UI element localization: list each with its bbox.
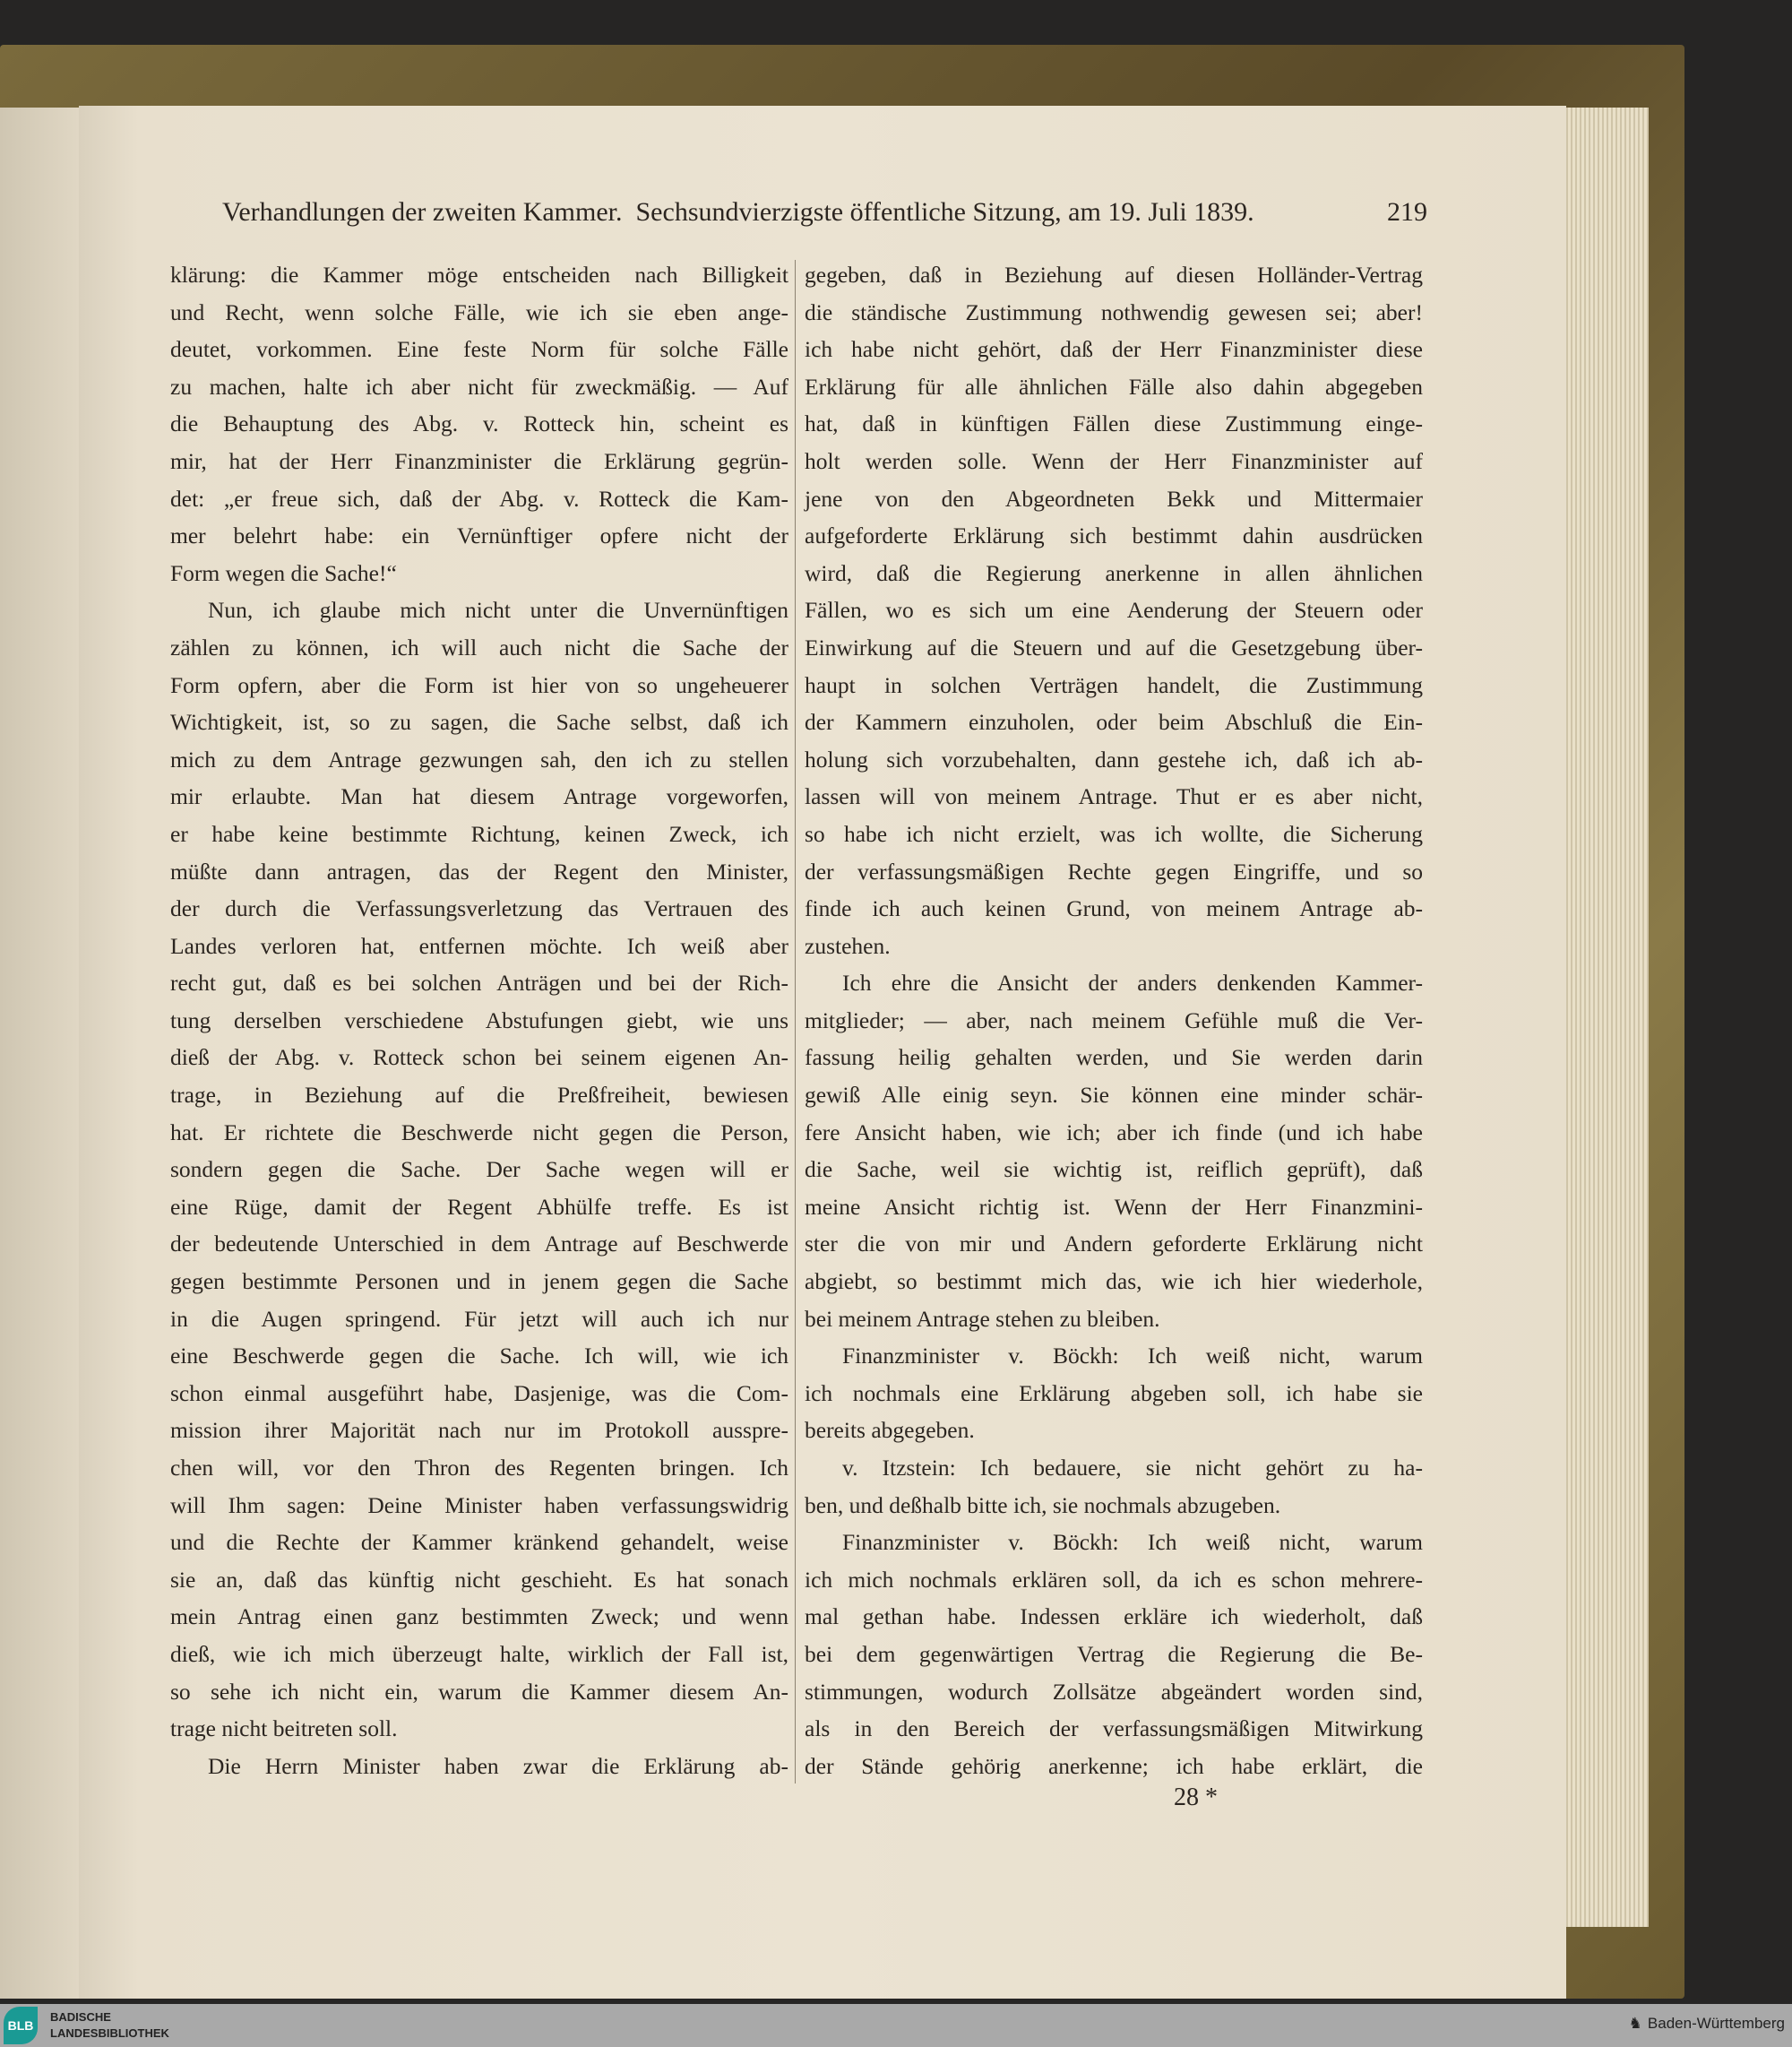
text-line: Die Herrn Minister haben zwar die Erklärung ab- (208, 1752, 788, 1779)
text-line: fassung heilig gehalten werden, und Sie werden darin (805, 1044, 1423, 1071)
text-line: stimmungen, wodurch Zollsätze abgeändert worden sind, (805, 1678, 1423, 1705)
text-line: dieß der Abg. v. Rotteck schon bei seinem eigenen An- (170, 1044, 788, 1071)
text-line: er habe keine bestimmte Richtung, keinen Zweck, ich (170, 820, 788, 847)
text-line: det: „er freue sich, daß der Abg. v. Rotteck die Kam- (170, 485, 788, 512)
text-line: Nun, ich glaube mich nicht unter die Unvernünftigen (208, 597, 788, 624)
text-line: die ständische Zustimmung nothwendig gewesen sei; aber! (805, 298, 1423, 325)
text-line: klärung: die Kammer möge entscheiden nach Billigkeit (170, 262, 788, 288)
text-line: Form wegen die Sache!“ (170, 559, 397, 586)
text-line: eine Rüge, damit der Regent Abhülfe treffe. Es ist (170, 1193, 788, 1220)
text-line: ich nochmals eine Erklärung abgeben soll, ich habe sie (805, 1379, 1423, 1406)
text-line: holung sich vorzubehalten, dann gestehe ich, daß ich ab- (805, 746, 1423, 773)
left-text-column (170, 256, 788, 1784)
text-line: Wichtigkeit, ist, so zu sagen, die Sache selbst, daß ich (170, 709, 788, 736)
text-line: ster die von mir und Andern geforderte Erklärung nicht (805, 1231, 1423, 1257)
text-line: Finanzminister v. Böckh: Ich weiß nicht, warum (842, 1529, 1423, 1556)
library-name-line2: LANDESBIBLIOTHEK (50, 2026, 169, 2040)
text-line: aufgeforderte Erklärung sich bestimmt dahin ausdrücken (805, 523, 1423, 549)
viewer-footer (0, 2004, 1792, 2047)
text-line: deutet, vorkommen. Eine feste Norm für solche Fälle (170, 336, 788, 363)
text-line: ich mich nochmals erklären soll, da ich es schon mehrere- (805, 1566, 1423, 1593)
text-line: in die Augen springend. Für jetzt will auch ich nur (170, 1305, 788, 1332)
text-line: bei dem gegenwärtigen Vertrag die Regierung die Be- (805, 1640, 1423, 1667)
column-divider (795, 260, 796, 1784)
text-line: mir erlaubte. Man hat diesem Antrage vorgeworfen, (170, 783, 788, 810)
text-line: dieß, wie ich mich überzeugt halte, wirklich der Fall ist, (170, 1640, 788, 1667)
text-line: holt werden solle. Wenn der Herr Finanzminister auf (805, 447, 1423, 474)
text-line: die Behauptung des Abg. v. Rotteck hin, scheint es (170, 410, 788, 437)
state-name: Baden-Württemberg (1647, 2015, 1785, 2032)
text-line: so sehe ich nicht ein, warum die Kammer diesem An- (170, 1678, 788, 1705)
text-line: sondern gegen die Sache. Der Sache wegen will er (170, 1156, 788, 1183)
text-line: Ich ehre die Ansicht der anders denkenden Kammer- (842, 970, 1423, 997)
text-line: der Stände gehörig anerkenne; ich habe erklärt, die (805, 1752, 1423, 1779)
text-line: gegen bestimmte Personen und in jenem gegen die Sache (170, 1268, 788, 1295)
text-line: zählen zu können, ich will auch nicht die Sache der (170, 634, 788, 661)
text-line: bereits abgegeben. (805, 1417, 975, 1444)
facing-page-edge (0, 108, 79, 1999)
text-line: fere Ansicht haben, wie ich; aber ich finde (und ich habe (805, 1119, 1423, 1145)
text-line: gegeben, daß in Beziehung auf diesen Holländer-Vertrag (805, 262, 1423, 288)
text-line: Fällen, wo es sich um eine Aenderung der Steuern oder (805, 597, 1423, 624)
running-title: Verhandlungen der zweiten Kammer. Sechsundvierzigste öffentliche Sitzung, am 19. Juli 1839. (222, 197, 1254, 227)
text-line: Erklärung für alle ähnlichen Fälle also dahin abgegeben (805, 373, 1423, 400)
text-line: mission ihrer Majorität nach nur im Protokoll ausspre- (170, 1417, 788, 1444)
text-line: zu machen, halte ich aber nicht für zweckmäßig. — Auf (170, 373, 788, 400)
baden-wuerttemberg-logo[interactable] (1629, 2015, 1785, 2033)
text-line: will Ihm sagen: Deine Minister haben verfassungswidrig (170, 1491, 788, 1518)
text-line: der verfassungsmäßigen Rechte gegen Eingriffe, und so (805, 858, 1423, 885)
text-line: mitglieder; — aber, nach meinem Gefühle muß die Ver- (805, 1006, 1423, 1033)
page-edges (1564, 108, 1649, 1927)
blb-logo[interactable] (4, 2007, 38, 2044)
text-line: chen will, vor den Thron des Regenten bringen. Ich (170, 1455, 788, 1481)
text-line: finde ich auch keinen Grund, von meinem Antrage ab- (805, 895, 1423, 922)
text-line: hat. Er richtete die Beschwerde nicht gegen die Person, (170, 1119, 788, 1145)
text-line: eine Beschwerde gegen die Sache. Ich will, wie ich (170, 1343, 788, 1369)
text-line: so habe ich nicht erzielt, was ich wollte, die Sicherung (805, 820, 1423, 847)
right-text-column (805, 256, 1423, 1784)
signature-mark: 28 * (1174, 1784, 1218, 1811)
text-line: der Kammern einzuholen, oder beim Abschluß die Ein- (805, 709, 1423, 736)
library-name-line1: BADISCHE (50, 2010, 111, 2024)
text-line: lassen will von meinem Antrage. Thut er es aber nicht, (805, 783, 1423, 810)
text-line: zustehen. (805, 932, 891, 959)
text-line: ich habe nicht gehört, daß der Herr Finanzminister diese (805, 336, 1423, 363)
text-line: sie an, daß das künftig nicht geschieht. Es hat sonach (170, 1566, 788, 1593)
text-line: v. Itzstein: Ich bedauere, sie nicht gehört zu ha- (842, 1455, 1423, 1481)
text-line: jene von den Abgeordneten Bekk und Mittermaier (805, 485, 1423, 512)
text-line: Landes verloren hat, entfernen möchte. Ich weiß aber (170, 932, 788, 959)
text-line: recht gut, daß es bei solchen Anträgen und bei der Rich- (170, 970, 788, 997)
text-line: wird, daß die Regierung anerkenne in allen ähnlichen (805, 559, 1423, 586)
text-line: der durch die Verfassungsverletzung das Vertrauen des (170, 895, 788, 922)
text-line: trage, in Beziehung auf die Preßfreiheit, bewiesen (170, 1082, 788, 1109)
text-line: und die Rechte der Kammer kränkend gehandelt, weise (170, 1529, 788, 1556)
blb-logo-text: BLB (7, 2018, 34, 2033)
text-line: ben, und deßhalb bitte ich, sie nochmals abzugeben. (805, 1491, 1281, 1518)
text-line: meine Ansicht richtig ist. Wenn der Herr Finanzmini- (805, 1193, 1423, 1220)
text-line: hat, daß in künftigen Fällen diese Zustimmung einge- (805, 410, 1423, 437)
text-line: und Recht, wenn solche Fälle, wie ich sie eben ange- (170, 298, 788, 325)
text-line: schon einmal ausgeführt habe, Dasjenige, was die Com- (170, 1379, 788, 1406)
lion-icon: ♞ (1628, 2015, 1642, 2032)
text-line: als in den Bereich der verfassungsmäßigen Mitwirkung (805, 1715, 1423, 1742)
text-line: Finanzminister v. Böckh: Ich weiß nicht, warum (842, 1343, 1423, 1369)
text-line: Form opfern, aber die Form ist hier von so ungeheuerer (170, 671, 788, 698)
running-header (222, 197, 1427, 228)
text-line: die Sache, weil sie wichtig ist, reiflich geprüft), daß (805, 1156, 1423, 1183)
text-line: der bedeutende Unterschied in dem Antrage auf Beschwerde (170, 1231, 788, 1257)
text-line: Einwirkung auf die Steuern und auf die Gesetzgebung über- (805, 634, 1423, 661)
text-line: mich zu dem Antrage gezwungen sah, den ich zu stellen (170, 746, 788, 773)
text-line: mal gethan habe. Indessen erkläre ich wiederholt, daß (805, 1603, 1423, 1630)
text-line: trage nicht beitreten soll. (170, 1715, 398, 1742)
text-line: gewiß Alle einig seyn. Sie können eine minder schär- (805, 1082, 1423, 1109)
library-name (50, 2009, 169, 2042)
text-line: tung derselben verschiedene Abstufungen giebt, wie uns (170, 1006, 788, 1033)
text-line: mir, hat der Herr Finanzminister die Erklärung gegrün- (170, 447, 788, 474)
text-line: abgiebt, so bestimmt mich das, wie ich hier wiederhole, (805, 1268, 1423, 1295)
text-line: mein Antrag einen ganz bestimmten Zweck; und wenn (170, 1603, 788, 1630)
text-line: müßte dann antragen, das der Regent den Minister, (170, 858, 788, 885)
text-line: mer belehrt habe: ein Vernünftiger opfere nicht der (170, 523, 788, 549)
text-line: bei meinem Antrage stehen zu bleiben. (805, 1305, 1160, 1332)
text-line: haupt in solchen Verträgen handelt, die Zustimmung (805, 671, 1423, 698)
page-number: 219 (1387, 197, 1427, 227)
